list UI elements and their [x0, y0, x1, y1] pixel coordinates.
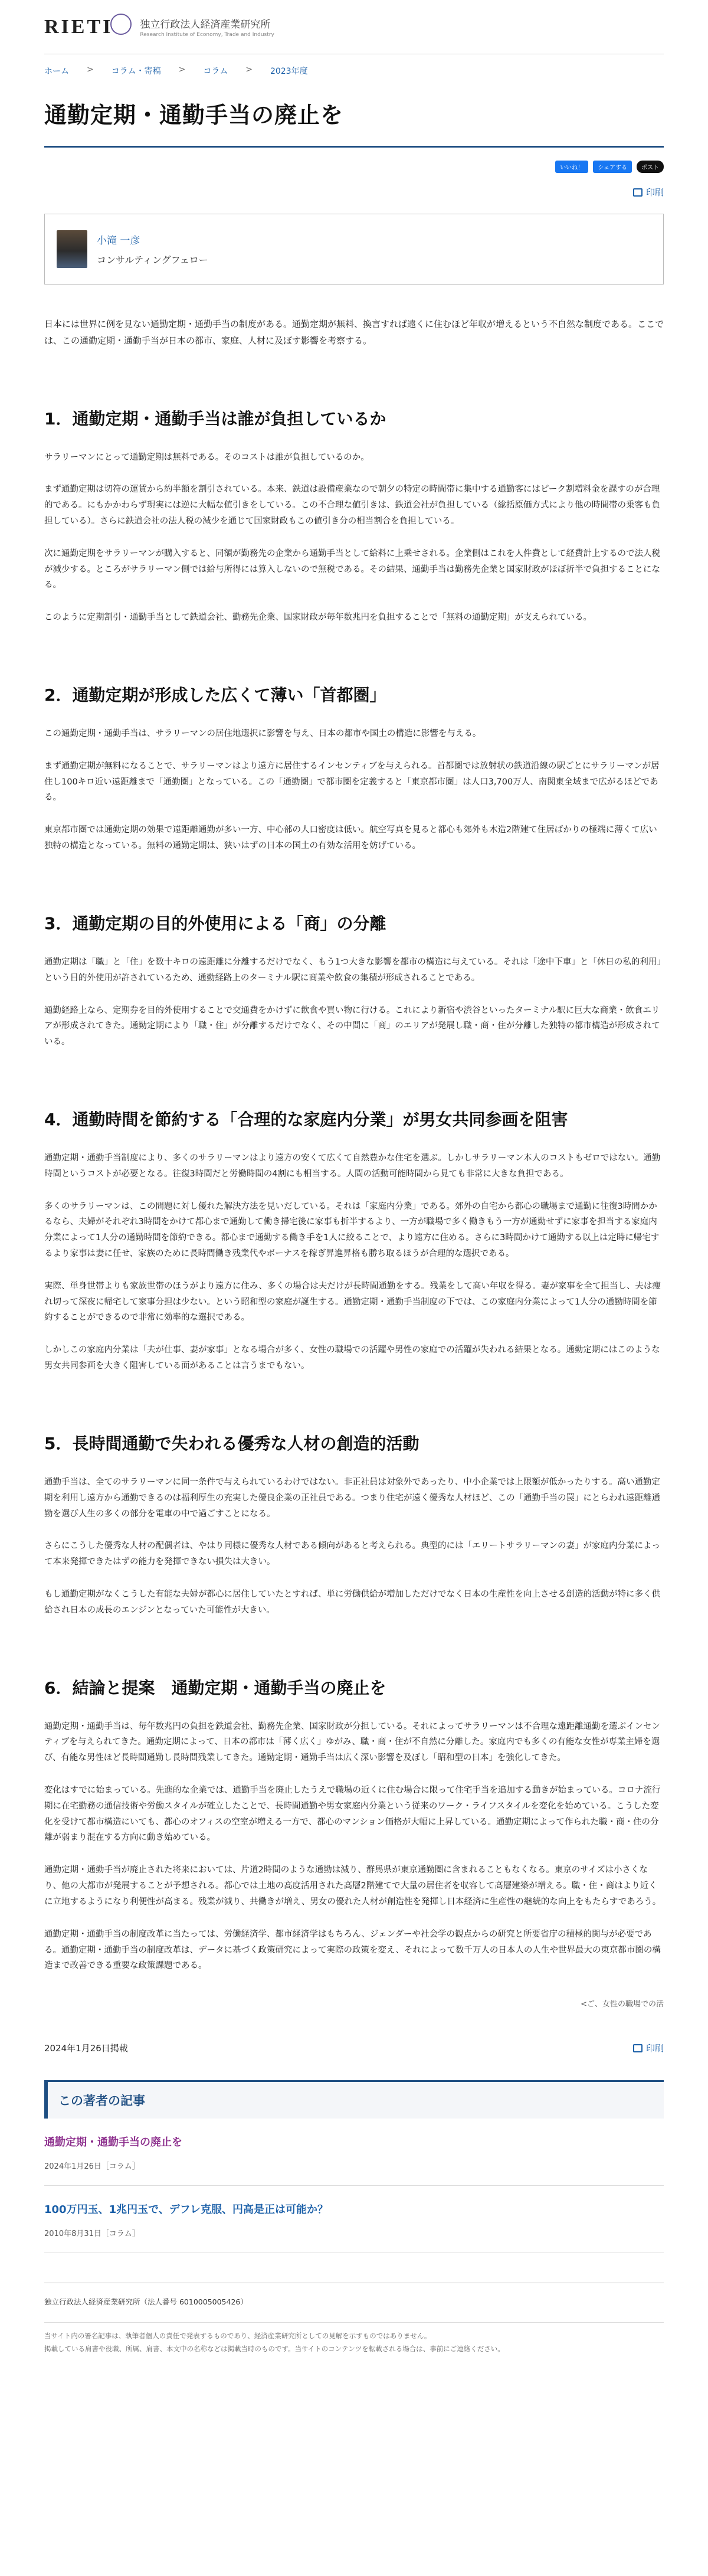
- paragraph: 実際、単身世帯よりも家族世帯のほうがより遠方に住み、多くの場合は夫だけが長時間通勤をする。残業をして高い年収を得る。妻が家事を全て担当し、夫は痩れ切って深夜に帰宅して家事分担は少ない。という昭和型の家庭が誕生する。通勤定期・通勤手当制度の下では、この家庭内分業によって1人分の通勤時間を節約することができるので非常に効率的な選択である。: [44, 1281, 661, 1323]
- related-link[interactable]: <ご、女性の職場での活: [581, 2000, 664, 2009]
- facebook-like-button[interactable]: いいね！: [555, 161, 588, 173]
- footer-org: 独立行政法人経済産業研究所（法人番号 6010005005426）: [44, 2297, 248, 2307]
- section-2: [44, 682, 664, 854]
- list-item: [44, 2186, 664, 2253]
- section-heading: 5．長時間通勤で失われる優秀な人材の創造的活動: [44, 1433, 419, 1453]
- print-link-bottom[interactable]: [633, 2042, 664, 2054]
- paragraph: さらにこうした優秀な人材の配偶者は、やはり同様に優秀な人材である傾向があると考えられる。典型的には「エリートサラリーマンの妻」が家庭内分業によって本来発揮できたはずの能力を発揮できない損失は大きい。: [44, 1541, 660, 1567]
- section-1: [44, 406, 664, 626]
- breadcrumb-separator: >: [178, 65, 186, 74]
- title-block: [44, 84, 664, 148]
- footer-note-line: 当サイト内の署名記事は、執筆者個人の責任で発表するものであり、経済産業研究所としての見解を示すものではありません。: [44, 2332, 431, 2340]
- paragraph: 通勤定期・通勤手当が廃止された将来においては、片道2時間のような通勤は減り、群馬県が東京通勤圏に含まれることもなくなる。東京のサイズは小さくなり、他の大都市が発展することが予想される。都心では土地の高度活用された高層2階建てで大量の居住者を収容して高層建築が増える。職・住・商はより近くに立地するようになり利便性が高まる。残業が減り、共働きが増え、男女の優れた人材が創造性を発揮し日本経済に生産性の継続的な向上をもたらすであろう。: [44, 1865, 661, 1907]
- paragraph: 通勤定期・通勤手当制度により、多くのサラリーマンはより遠方の安くて広くて自然豊かな住宅を選ぶ。しかしサラリーマン本人のコストもゼロではない。通勤時間というコストが必要となる。往復3時間だと労働時間の4割にも相当する。人間の活動可能時間から見ても非常に大きな負担である。: [44, 1153, 661, 1179]
- printer-icon: [633, 2044, 643, 2052]
- list-item: [44, 2119, 664, 2186]
- author-articles-heading: この著者の記事: [44, 2080, 664, 2119]
- breadcrumb-home[interactable]: ホーム: [44, 67, 69, 76]
- section-heading: 2．通勤定期が形成した広くて薄い「首都圏」: [44, 685, 386, 705]
- print-link[interactable]: [44, 186, 664, 198]
- author-box: [44, 214, 664, 285]
- article-meta: 2024年1月26日［コラム］: [44, 2162, 140, 2172]
- paragraph: サラリーマンにとって通勤定期は無料である。そのコストは誰が負担しているのか。: [44, 452, 369, 462]
- x-post-button[interactable]: ポスト: [637, 161, 664, 173]
- section-6: [44, 1675, 664, 1975]
- paragraph: まず通勤定期が無料になることで、サラリーマンはより遠方に居住するインセンティブを与えられる。首都圏では放射状の鉄道沿線の駅ごとにサラリーマンが居住し100キロ近い遠距離まで「通勤圏」となっている。この「通勤圏」で都市圏を定義すると「東京都市圏」は人口3,700万人、南関東全域まで広がるほどである。: [44, 761, 660, 803]
- paragraph: 通勤定期・通勤手当の制度改革に当たっては、労働経済学、都市経済学はもちろん、ジェンダーや社会学の観点からの研究と所要省庁の積極的関与が必要である。通勤定期・通勤手当の制度改革は、データに基づく政策研究によって実際の政策を変え、それによって数千万人の日本人の人生や世界最大の東京都市圏の構造まで改善できる重要な政策課題である。: [44, 1929, 661, 1971]
- section-heading: 3．通勤定期の目的外使用による「商」の分離: [44, 913, 386, 933]
- site-footer: [44, 2283, 664, 2356]
- breadcrumb-column[interactable]: コラム: [203, 67, 228, 76]
- breadcrumb-column-contribution[interactable]: コラム・寄稿: [111, 67, 161, 76]
- paragraph: このように定期割引・通勤手当として鉄道会社、勤務先企業、国家財政が毎年数兆円を負担することで「無料の通勤定期」が支えられている。: [44, 613, 592, 623]
- paragraph: 東京都市圏では通勤定期の効果で遠距離通勤が多い一方、中心部の人口密度は低い。航空写真を見ると都心も郊外も木造2階建て住居ばかりの極端に薄くて広い独特の構造となっている。無料の通勤定期は、狭いはずの日本の国土の有効な活用を妨げている。: [44, 825, 657, 851]
- publication-date: 2024年1月26日掲載: [44, 2043, 128, 2054]
- paragraph: 通勤経路上なら、定期券を目的外使用することで交通費をかけずに飲食や買い物に行ける。これにより新宿や渋谷といったターミナル駅に巨大な商業・飲食エリアが形成されてきた。通勤定期により「職・住」が分離するだけでなく、その中間に「商」のエリアが発展し職・商・住が分離した独特の都市構造が形成されている。: [44, 1005, 660, 1047]
- print-label: 印刷: [645, 2043, 664, 2054]
- paragraph: 通勤定期は「職」と「住」を数十キロの遠距離に分離するだけでなく、もう1つ大きな影響を都市の構造に与えている。それは「途中下車」と「休日の私的利用」という目的外使用が許されているため、通勤経路上のターミナル駅に商業や飲食の集積が形成されることである。: [44, 957, 661, 983]
- paragraph: 変化はすでに始まっている。先進的な企業では、通勤手当を廃止したうえで職場の近くに住む場合に限って住宅手当を追加する動きが始まっている。コロナ流行期に在宅勤務の通信技術や労働スタイルが確立したことで、長時間通勤や男女家庭内分業という従来のワーク・ライフスタイルを変化を始めている。こうした変化を受けて都市構造にいても、都心のオフィスの空室が増える一方で、都心のマンション価格が大幅に上昇している。通勤定期によって作られた職・商・住の分離が弱まり混在する方向に動き始めている。: [44, 1786, 661, 1843]
- section-heading: 4．通勤時間を節約する「合理的な家庭内分業」が男女共同参画を阻害: [44, 1109, 568, 1129]
- logo-text: RIETI: [44, 15, 113, 38]
- breadcrumb-separator: >: [87, 65, 94, 74]
- section-heading: 1．通勤定期・通勤手当は誰が負担しているか: [44, 408, 386, 429]
- paragraph: しかしこの家庭内分業は「夫が仕事、妻が家事」となる場合が多く、女性の職場での活躍や男性の家庭での活躍が失われる結果となる。通勤定期にはこのような男女共同参画を大きく阻害している面があることは言うまでもない。: [44, 1345, 660, 1371]
- print-label: 印刷: [645, 187, 664, 198]
- author-name-link[interactable]: 小滝 一彦: [97, 235, 140, 247]
- publication-row: [44, 2042, 664, 2054]
- section-4: [44, 1107, 664, 1374]
- site-header: [44, 0, 664, 54]
- breadcrumb-year[interactable]: 2023年度: [270, 67, 308, 76]
- paragraph: まず通勤定期は切符の運賃から約半額を割引されている。本来、鉄道は設備産業なので朝夕の特定の時間帯に集中する通勤客にはピーク割増料金を課すのが合理的である。にもかかわらず現実には逆に大幅な値引きをしている。この不合理な値引きは、鉄道会社が負担している（総括原価方式により他の時間帯の乗客も負担している）。さらに鉄道会社の法人税の減少を通じて国家財政もこの値引き分の相当割合を負担している。: [44, 485, 660, 526]
- article-meta: 2010年8月31日［コラム］: [44, 2230, 140, 2239]
- footer-note-line: 掲載している肩書や役職、所属、肩書、本文中の名称などは掲載当時のものです。当サイトのコンテンツを転載される場合は、事前にご連絡ください。: [44, 2344, 504, 2353]
- paragraph: 通勤手当は、全てのサラリーマンに同一条件で与えられているわけではない。非正社員は対象外であったり、中小企業では上限額が低かったりする。高い通勤定期を利用し遠方から通勤できるのは福利厚生の充実した優良企業の正社員である。つまり住宅が遠く優秀な人材ほど、この「通勤手当の罠」にとらわれ遠距離通勤を選び人生の多くの部分を電車の中で過ごすことになる。: [44, 1477, 660, 1519]
- author-articles: [44, 2080, 664, 2253]
- facebook-share-button[interactable]: シェアする: [593, 161, 632, 173]
- org-name-jp: 独立行政法人経済産業研究所: [140, 19, 271, 31]
- logo-circle-icon: [110, 14, 132, 35]
- logo-org: [140, 16, 274, 38]
- share-buttons: [44, 161, 664, 173]
- logo-mark: [44, 16, 132, 38]
- section-3: [44, 911, 664, 1050]
- paragraph: 通勤定期・通勤手当は、毎年数兆円の負担を鉄道会社、勤務先企業、国家財政が分担している。それによってサラリーマンは不合理な遠距離通勤を選ぶインセンティブを与えられてきた。通勤定期によって、日本の都市は「薄く広く」ゆがみ、職・商・住が不自然に分離した。家庭内でも多くの有能な女性が専業主婦を選び、有能な男性ほど長時間通勤し長時間残業してきた。通勤定期・通勤手当は広く深い影響を及ぼし「昭和型の日本」を強化してきた。: [44, 1721, 660, 1763]
- author-role: コンサルティングフェロー: [97, 254, 208, 266]
- printer-icon: [633, 188, 643, 197]
- page-title: 通勤定期・通勤手当の廃止を: [44, 102, 344, 128]
- article-link[interactable]: 通勤定期・通勤手当の廃止を: [44, 2136, 182, 2149]
- article-link[interactable]: 100万円玉、1兆円玉で、デフレ克服、円高是正は可能か？: [44, 2204, 329, 2217]
- footer-note: [44, 2322, 664, 2356]
- site-logo[interactable]: [44, 16, 274, 38]
- breadcrumb-separator: >: [245, 65, 253, 74]
- paragraph: 次に通勤定期をサラリーマンが購入すると、同額が勤務先の企業から通勤手当として給料に上乗せされる。企業側はこれを人件費として経費計上するので法人税が減少する。ところがサラリーマン側では給与所得には算入しないので無税である。その結果、通勤手当は勤務先企業と国家財政がほぼ折半で負担することになる。: [44, 548, 660, 590]
- paragraph: この通勤定期・通勤手当は、サラリーマンの居住地選択に影響を与え、日本の都市や国土の構造に影響を与える。: [44, 729, 481, 738]
- lead-paragraph: 日本には世界に例を見ない通勤定期・通勤手当の制度がある。通勤定期が無料、換言すれば遠くに住むほど年収が増えるという不自然な制度である。ここでは、この通勤定期・通勤手当が日本の都市、家庭、人材に及ぼす影響を考察する。: [44, 319, 664, 346]
- author-avatar: [57, 230, 87, 268]
- paragraph: 多くのサラリーマンは、この問題に対し優れた解決方法を見いだしている。それは「家庭内分業」である。郊外の自宅から都心の職場まで通勤に往復3時間かかるなら、夫婦がそれぞれ3時間をかけて都心まで通勤して働き掃宅後に家事も折半するより、一方が職場で多く働きもう一方が通勤せずに家事を担当する家庭内分業によって1人分の通勤時間を節約できる。都心まで通勤する働き手を1人に絞ることで、より遠方に住める。さらに3時間かけて通勤する以上は定時に帰宅するより家事は妻に任せ、家族のために長時間働き残業代やボーナスを稼ぎ昇進昇格も勝ち取るほうが合理的な選択である。: [44, 1201, 660, 1258]
- section-heading: 6．結論と提案 通勤定期・通勤手当の廃止を: [44, 1678, 386, 1698]
- paragraph: もし通勤定期がなくこうした有能な夫婦が都心に居住していたとすれば、単に労働供給が増加しただけでなく日本の生産性を向上させる創造的活動が特に多く供給され日本の成長のエンジンとなっていた可能性が大きい。: [44, 1589, 660, 1615]
- breadcrumb: [44, 54, 664, 84]
- org-name-en: Research Institute of Economy, Trade and Industry: [140, 32, 274, 38]
- section-5: [44, 1431, 664, 1619]
